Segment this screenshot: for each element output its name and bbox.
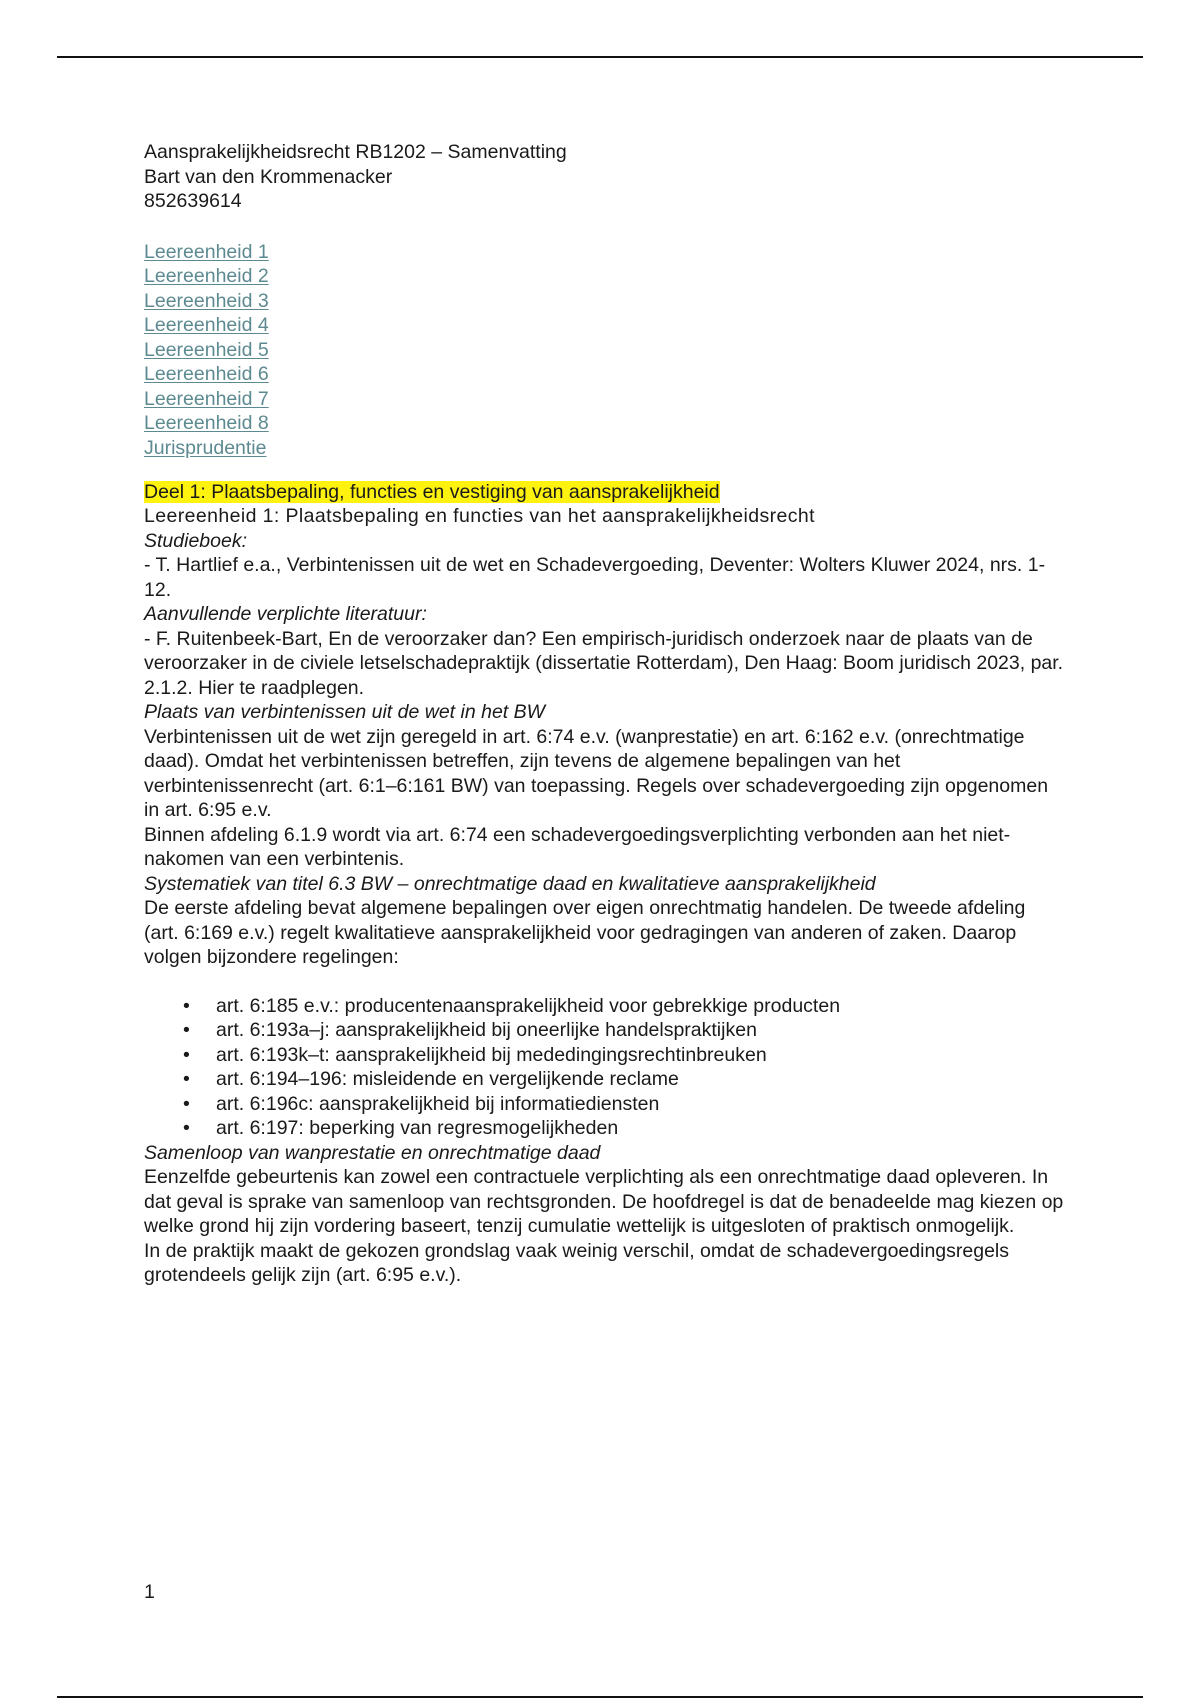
samenloop-paragraph-2: In de praktijk maakt de gekozen grondslag vaak weinig verschil, omdat de schadevergoedingsregels grotendeels gelijk zijn (art. 6:95 e.v.). bbox=[144, 1239, 1009, 1286]
studieboek-label: Studieboek: bbox=[144, 529, 247, 552]
table-of-contents bbox=[144, 240, 1064, 461]
document-page bbox=[144, 140, 1064, 1288]
plaats-paragraph-2: Binnen afdeling 6.1.9 wordt via art. 6:74 een schadevergoedingsverplichting verbonden aan het niet-nakomen van een verbintenis. bbox=[144, 823, 1011, 870]
toc-link-leereenheid-2[interactable]: Leereenheid 2 bbox=[144, 265, 269, 287]
toc-link-leereenheid-1[interactable]: Leereenheid 1 bbox=[144, 240, 269, 263]
document-title: Aansprakelijkheidsrecht RB1202 – Samenvatting bbox=[144, 141, 567, 163]
document-header bbox=[144, 140, 1064, 214]
top-horizontal-rule bbox=[57, 56, 1143, 58]
systematiek-heading: Systematiek van titel 6.3 BW – onrechtmatige daad en kwalitatieve aansprakelijkheid bbox=[144, 872, 876, 895]
list-item: • art. 6:196c: aansprakelijkheid bij informatiediensten bbox=[216, 1092, 1064, 1117]
aanvullend-label: Aanvullende verplichte literatuur: bbox=[144, 603, 427, 625]
plaats-heading: Plaats van verbintenissen uit de wet in het BW bbox=[144, 701, 546, 723]
deel-heading bbox=[144, 480, 1064, 505]
toc-link-leereenheid-5[interactable]: Leereenheid 5 bbox=[144, 338, 269, 361]
systematiek-paragraph: De eerste afdeling bevat algemene bepalingen over eigen onrechtmatig handelen. De tweede afdeling (art. 6:169 e.v.) regelt kwalitatieve aansprakelijkheid voor gedragingen van anderen of zaken. Daarop volgen bijzondere regelingen: bbox=[144, 897, 1026, 968]
samenloop-heading: Samenloop van wanprestatie en onrechtmatige daad bbox=[144, 1141, 601, 1164]
deel-heading-highlight: Deel 1: Plaatsbepaling, functies en vestiging van aansprakelijkheid bbox=[144, 480, 720, 503]
plaats-paragraph-1: Verbintenissen uit de wet zijn geregeld in art. 6:74 e.v. (wanprestatie) en art. 6:162 e.v. (onrechtmatige daad). Omdat het verbintenissen betreffen, zijn tevens de algemene bepalingen van het verbintenissenrecht (art. 6:1–6:161 BW) van toepassing. Regels over schadevergoeding zijn opgenomen in art. 6:95 e.v. bbox=[144, 725, 1049, 821]
bottom-horizontal-rule bbox=[57, 1696, 1143, 1698]
leereenheid-heading: Leereenheid 1: Plaatsbepaling en functies van het aansprakelijkheidsrecht bbox=[144, 505, 815, 527]
bijzondere-regelingen-list bbox=[144, 994, 1064, 1141]
toc-link-leereenheid-3[interactable]: Leereenheid 3 bbox=[144, 289, 269, 312]
list-item: • art. 6:194–196: misleidende en vergelijkende reclame bbox=[216, 1067, 1064, 1092]
list-item: • art. 6:197: beperking van regresmogelijkheden bbox=[216, 1116, 1064, 1141]
samenloop-paragraph-1: Eenzelfde gebeurtenis kan zowel een contractuele verplichting als een onrechtmatige daad opleveren. In dat geval is sprake van samenloop van rechtsgronden. De hoofdregel is dat de benadeelde mag kiezen op welke grond hij zijn vordering baseert, tenzij cumulatie wettelijk is uitgesloten of praktisch onmogelijk. bbox=[144, 1166, 1064, 1237]
toc-link-leereenheid-7[interactable]: Leereenheid 7 bbox=[144, 387, 269, 410]
page-number: 1 bbox=[144, 1581, 155, 1603]
toc-link-jurisprudentie[interactable]: Jurisprudentie bbox=[144, 436, 267, 459]
student-number: 852639614 bbox=[144, 190, 242, 212]
toc-link-leereenheid-4[interactable]: Leereenheid 4 bbox=[144, 314, 269, 336]
list-item: • art. 6:193a–j: aansprakelijkheid bij oneerlijke handelspraktijken bbox=[216, 1018, 1064, 1043]
list-item: • art. 6:185 e.v.: producentenaansprakelijkheid voor gebrekkige producten bbox=[216, 994, 1064, 1019]
author-name: Bart van den Krommenacker bbox=[144, 165, 393, 188]
toc-link-leereenheid-8[interactable]: Leereenheid 8 bbox=[144, 412, 269, 434]
aanvullend-text: - F. Ruitenbeek-Bart, En de veroorzaker dan? Een empirisch-juridisch onderzoek naar de plaats van de veroorzaker in de civiele letselschadepraktijk (dissertatie Rotterdam), Den Haag: Boom juridisch 2023, par. 2.1.2. Hier te raadplegen. bbox=[144, 627, 1064, 699]
toc-link-leereenheid-6[interactable]: Leereenheid 6 bbox=[144, 363, 269, 385]
studieboek-text: - T. Hartlief e.a., Verbintenissen uit de wet en Schadevergoeding, Deventer: Wolters Kluwer 2024, nrs. 1-12. bbox=[144, 554, 1046, 601]
list-item: • art. 6:193k–t: aansprakelijkheid bij mededingingsrechtinbreuken bbox=[216, 1043, 1064, 1068]
